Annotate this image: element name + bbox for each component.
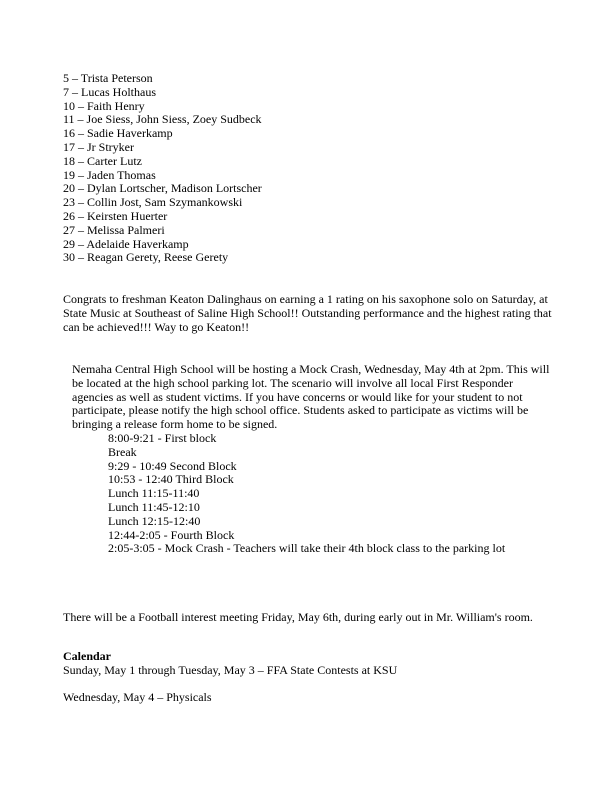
calendar-section	[63, 650, 563, 705]
schedule-item: 12:44-2:05 - Fourth Block	[108, 527, 235, 542]
congrats-paragraph: Congrats to freshman Keaton Dalinghaus on earning a 1 rating on his saxophone solo on Saturday, at State Music at Southeast of Saline High School!! Outstanding performance and the highest rating that can be achieved!!! Way to go Keaton!!	[63, 292, 552, 334]
birthday-item: 26 – Keirsten Huerter	[63, 208, 168, 223]
birthday-item: 17 – Jr Stryker	[63, 139, 134, 154]
birthday-item: 19 – Jaden Thomas	[63, 167, 156, 182]
schedule-item: Lunch 11:45-12:10	[108, 499, 200, 514]
birthday-item: 18 – Carter Lutz	[63, 153, 142, 168]
birthday-item: 11 – Joe Siess, John Siess, Zoey Sudbeck	[63, 112, 262, 127]
schedule-item: Lunch 12:15-12:40	[108, 513, 201, 528]
calendar-event: Wednesday, May 4 – Physicals	[63, 690, 212, 705]
birthday-item: 30 – Reagan Gerety, Reese Gerety	[63, 250, 229, 265]
calendar-event: Sunday, May 1 through Tuesday, May 3 – FFA State Contests at KSU	[63, 662, 398, 677]
calendar-spacer	[63, 678, 563, 692]
calendar-heading: Calendar	[63, 649, 111, 663]
birthday-item: 23 – Collin Jost, Sam Szymankowski	[63, 195, 243, 210]
mock-crash-schedule	[108, 432, 548, 556]
birthday-item: 27 – Melissa Palmeri	[63, 222, 165, 237]
birthday-item: 29 – Adelaide Haverkamp	[63, 236, 189, 251]
schedule-item: Break	[108, 444, 137, 459]
schedule-item: 2:05-3:05 - Mock Crash - Teachers will take their 4th block class to the parking lot	[108, 541, 506, 556]
schedule-item: 10:53 - 12:40 Third Block	[108, 472, 234, 487]
birthday-list	[63, 72, 563, 265]
schedule-item: 8:00-9:21 - First block	[108, 431, 217, 445]
birthday-item: 16 – Sadie Haverkamp	[63, 126, 173, 141]
birthday-item: 7 – Lucas Holthaus	[63, 84, 156, 99]
birthday-item: 10 – Faith Henry	[63, 98, 145, 113]
schedule-item: 9:29 - 10:49 Second Block	[108, 458, 237, 473]
mock-crash-paragraph: Nemaha Central High School will be hosting a Mock Crash, Wednesday, May 4th at 2pm. This will be located at the high school parking lot. The scenario will involve all local First Responder agencies as well as student victims. If you have concerns or would like for your student to not participate, please notify the high school office. Students asked to participate as victims will be bringing a release form home to be signed.	[72, 362, 550, 432]
schedule-item: Lunch 11:15-11:40	[108, 486, 200, 501]
birthday-item: 20 – Dylan Lortscher, Madison Lortscher	[63, 181, 262, 196]
birthday-item: 5 – Trista Peterson	[63, 71, 153, 85]
football-announcement: There will be a Football interest meeting Friday, May 6th, during early out in Mr. William's room.	[63, 610, 533, 624]
